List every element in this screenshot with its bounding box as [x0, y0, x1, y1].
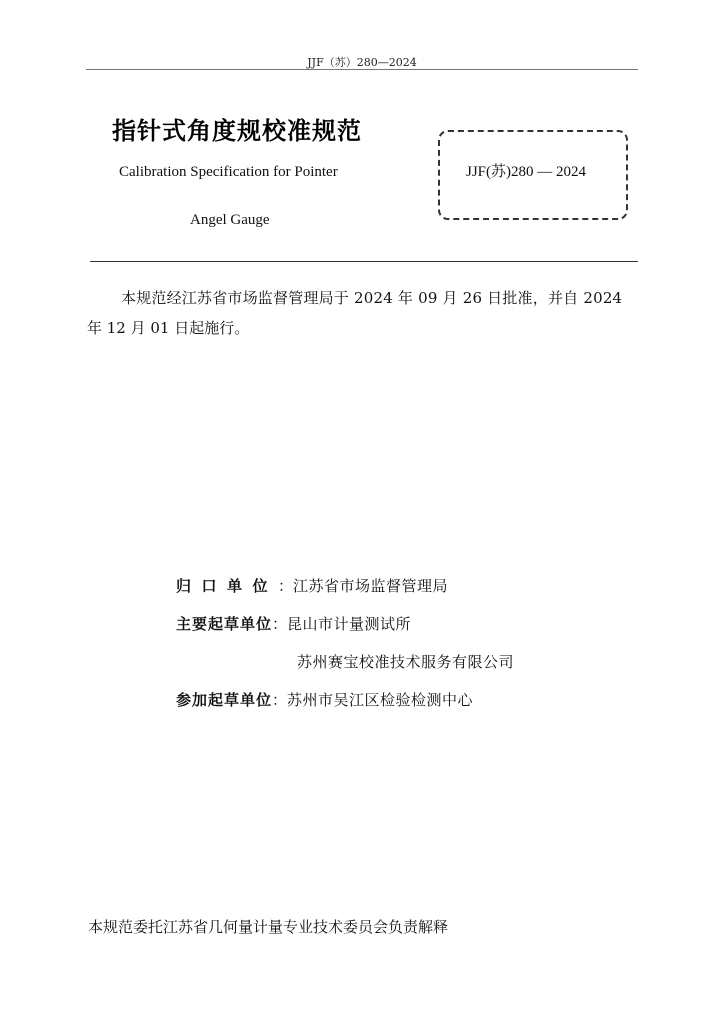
- running-header: JJF（苏）280—2024: [307, 56, 417, 69]
- responsible-unit-label: 归口单位: [176, 577, 279, 595]
- colon: ：: [272, 615, 288, 633]
- specification-code: JJF(苏)280 — 2024: [466, 164, 587, 180]
- approval-text-line-2: 年 12 月 01 日起施行。: [87, 319, 250, 337]
- participating-drafting-unit-row: [176, 689, 473, 710]
- main-drafting-unit-row: [176, 613, 411, 634]
- interpretation-note: 本规范委托江苏省几何量计量专业技术委员会负责解释: [88, 918, 449, 936]
- main-drafting-unit-label: 主要起草单位: [176, 615, 273, 633]
- colon: ：: [278, 577, 294, 595]
- responsible-unit-value: 江苏省市场监督管理局: [293, 577, 449, 595]
- main-drafting-unit-value-2: 苏州赛宝校准技术服务有限公司: [297, 653, 515, 671]
- participating-drafting-unit-value: 苏州市吴江区检验检测中心: [287, 691, 474, 709]
- participating-drafting-unit-label: 参加起草单位: [176, 691, 273, 709]
- responsible-unit-row: [176, 575, 448, 596]
- main-drafting-unit-value-1: 昆山市计量测试所: [287, 615, 412, 633]
- document-title-chinese: 指针式角度规校准规范: [112, 117, 362, 145]
- approval-text-line-1: 本规范经江苏省市场监督管理局于 2024 年 09 月 26 日批准，并自 2024: [121, 289, 623, 307]
- main-drafting-unit-row-2: [297, 651, 514, 672]
- colon: ：: [272, 691, 288, 709]
- title-divider: [90, 261, 638, 262]
- header-rule: [86, 69, 638, 70]
- document-title-english-line-2: Angel Gauge: [190, 212, 270, 228]
- document-title-english-line-1: Calibration Specification for Pointer: [119, 164, 338, 180]
